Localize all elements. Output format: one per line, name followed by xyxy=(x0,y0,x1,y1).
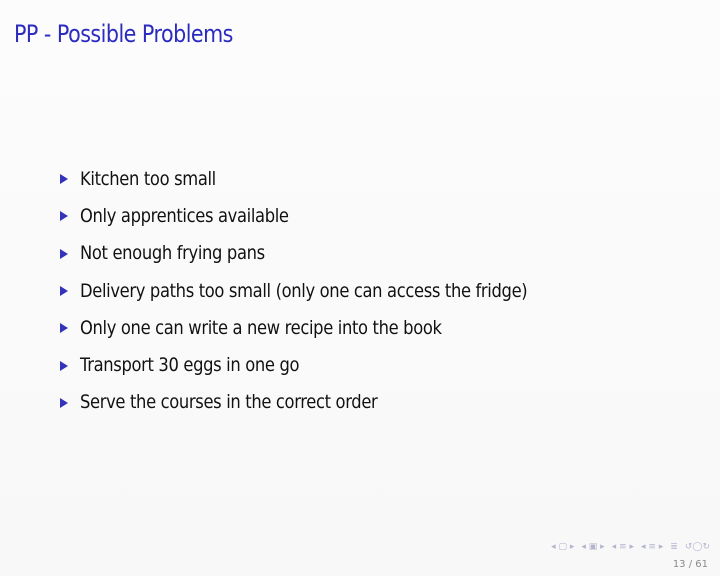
page-number: 13 / 61 xyxy=(672,559,708,570)
triangle-right-icon xyxy=(60,398,68,408)
triangle-right-icon xyxy=(60,249,68,259)
list-item xyxy=(60,235,600,272)
list-item xyxy=(60,160,600,197)
slide-title: PP - Possible Problems xyxy=(14,20,233,48)
bullet-text: Only apprentices available xyxy=(80,204,289,227)
nav-prev-section-icon[interactable]: ◂ ≡ ▸ xyxy=(611,542,634,552)
beamer-navigation xyxy=(551,542,710,552)
triangle-right-icon xyxy=(60,323,68,333)
list-item xyxy=(60,384,600,421)
triangle-right-icon xyxy=(60,174,68,184)
nav-align-icon[interactable]: ≣ xyxy=(670,542,678,552)
bullet-text: Delivery paths too small (only one can access the fridge) xyxy=(80,279,528,302)
triangle-right-icon xyxy=(60,211,68,221)
bullet-text: Transport 30 eggs in one go xyxy=(80,354,300,377)
triangle-right-icon xyxy=(60,286,68,296)
nav-prev-frame-icon[interactable]: ◂ ▣ ▸ xyxy=(581,542,605,552)
bullet-text: Only one can write a new recipe into the book xyxy=(80,316,442,339)
list-item xyxy=(60,309,600,346)
bullet-list xyxy=(60,160,600,421)
nav-first-icon[interactable]: ◂ ▢ ▸ xyxy=(551,542,575,552)
bullet-text: Not enough frying pans xyxy=(80,242,265,265)
list-item xyxy=(60,272,600,309)
list-item xyxy=(60,197,600,234)
list-item xyxy=(60,346,600,383)
nav-search-icon[interactable]: ↺◯↻ xyxy=(684,542,710,552)
bullet-text: Kitchen too small xyxy=(80,167,216,190)
bullet-text: Serve the courses in the correct order xyxy=(80,391,378,414)
nav-prev-subsection-icon[interactable]: ◂ ≡ ▸ xyxy=(640,542,664,552)
triangle-right-icon xyxy=(60,361,68,371)
